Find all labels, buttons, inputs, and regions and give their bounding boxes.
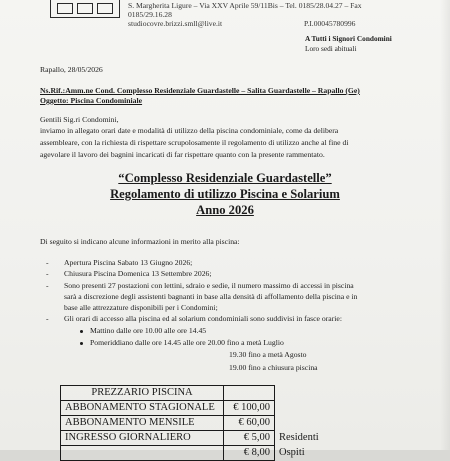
schedule-afternoon [80,337,284,349]
page-shadow [440,0,450,450]
price-note: Residenti [279,432,319,443]
list-dash-3: - [46,281,49,290]
greeting: Gentili Sig.ri Condomini, [40,115,119,124]
price-label: ABBONAMENTO STAGIONALE [61,401,224,416]
table-row [61,446,324,461]
price-note [275,401,324,416]
schedule-line-2: 19.30 fino a metà Agosto [229,350,307,359]
list-item-opening: Apertura Piscina Sabato 13 Giugno 2026; [64,258,193,267]
intro-line-1: inviamo in allegato orari date e modalità di utilizzo della piscina condominiale, come da delibera [40,126,339,135]
lead-text: Di seguito si indicano alcune informazioni in merito alla piscina: [40,237,240,246]
price-value: € 100,00 [224,401,275,416]
list-item-spots-3: base alle attrezzature disponibili per i Condomini; [64,303,218,312]
logo-mark-center [77,3,93,14]
list-item-hours: Gli orari di accesso alla piscina ed al solarium condominiali sono suddivisi in fasce orarie: [64,314,342,323]
subject-line: Oggetto: Piscina Condominiale [40,96,143,105]
reference-line: Ns.Rif.:Amm.ne Cond. Complesso Residenziale Guardastelle – Salita Guardastelle – Rapallo (Ge) [40,86,360,95]
header-phone: 0185/29.16.28 [128,10,172,19]
doc-title-complex: “Complesso Residenziale Guardastelle” [118,171,332,185]
price-value: € 5,00 [224,431,275,446]
price-label [61,446,224,461]
header-address: S. Margherita Ligure – Via XXV Aprile 59/11Bis – Tel. 0185/28.04.27 – Fax [128,1,362,10]
table-row [61,431,324,446]
list-dash-1: - [46,258,49,267]
price-value: € 60,00 [224,416,275,431]
price-note [275,416,324,431]
price-table-header-empty [224,386,275,401]
price-table-header: PREZZARIO PISCINA [61,386,224,401]
place-date: Rapallo, 28/05/2026 [40,65,103,74]
list-dash-2: - [46,269,49,278]
bullet-icon [80,330,83,333]
price-table-header-row [61,386,324,401]
header-email: studiocovre.brizzi.smll@live.it [128,19,223,28]
price-label: INGRESSO GIORNALIERO [61,431,224,446]
recipient-line2: Loro sedi abituali [305,44,357,53]
header-vat: P.I.00045780996 [304,19,356,28]
table-row [61,416,324,431]
logo-mark-right [97,3,113,14]
list-item-closing: Chiusura Piscina Domenica 13 Settembre 2026; [64,269,212,278]
table-row [61,401,324,416]
letterhead-logo [50,0,120,18]
schedule-morning-text: Mattino dalle ore 10.00 alle ore 14.45 [90,326,207,335]
intro-line-3: agevolare il lavoro dei bagnini incaricati di far rispettare quanto con la presente rammentato. [40,150,325,159]
doc-title-rules: Regolamento di utilizzo Piscina e Solarium [110,187,340,201]
bullet-icon [80,342,83,345]
list-dash-4: - [46,314,49,323]
list-item-spots-2: sarà a discrezione degli assistenti bagnanti in base alla densità di affollamento della piscina e in [64,292,358,301]
list-item-spots-1: Sono presenti 27 postazioni con lettini, sdraio e sedie, il numero massimo di accessi in piscina [64,281,354,290]
logo-mark-left [57,3,73,14]
price-label: ABBONAMENTO MENSILE [61,416,224,431]
recipient-line1: A Tutti i Signori Condomini [305,34,392,43]
schedule-line-3: 19.00 fino a chiusura piscina [229,363,318,372]
price-note: Ospiti [279,447,305,458]
schedule-morning [80,325,206,337]
intro-line-2: assembleare, con la richiesta di rispettare scrupolosamente il regolamento di utilizzo anche al fine di [40,138,349,147]
price-value: € 8,00 [224,446,275,461]
schedule-afternoon-text: Pomeriddiano dalle ore 14.45 alle ore 20.00 fino a metà Luglio [90,338,284,347]
doc-title-year: Anno 2026 [196,203,254,217]
